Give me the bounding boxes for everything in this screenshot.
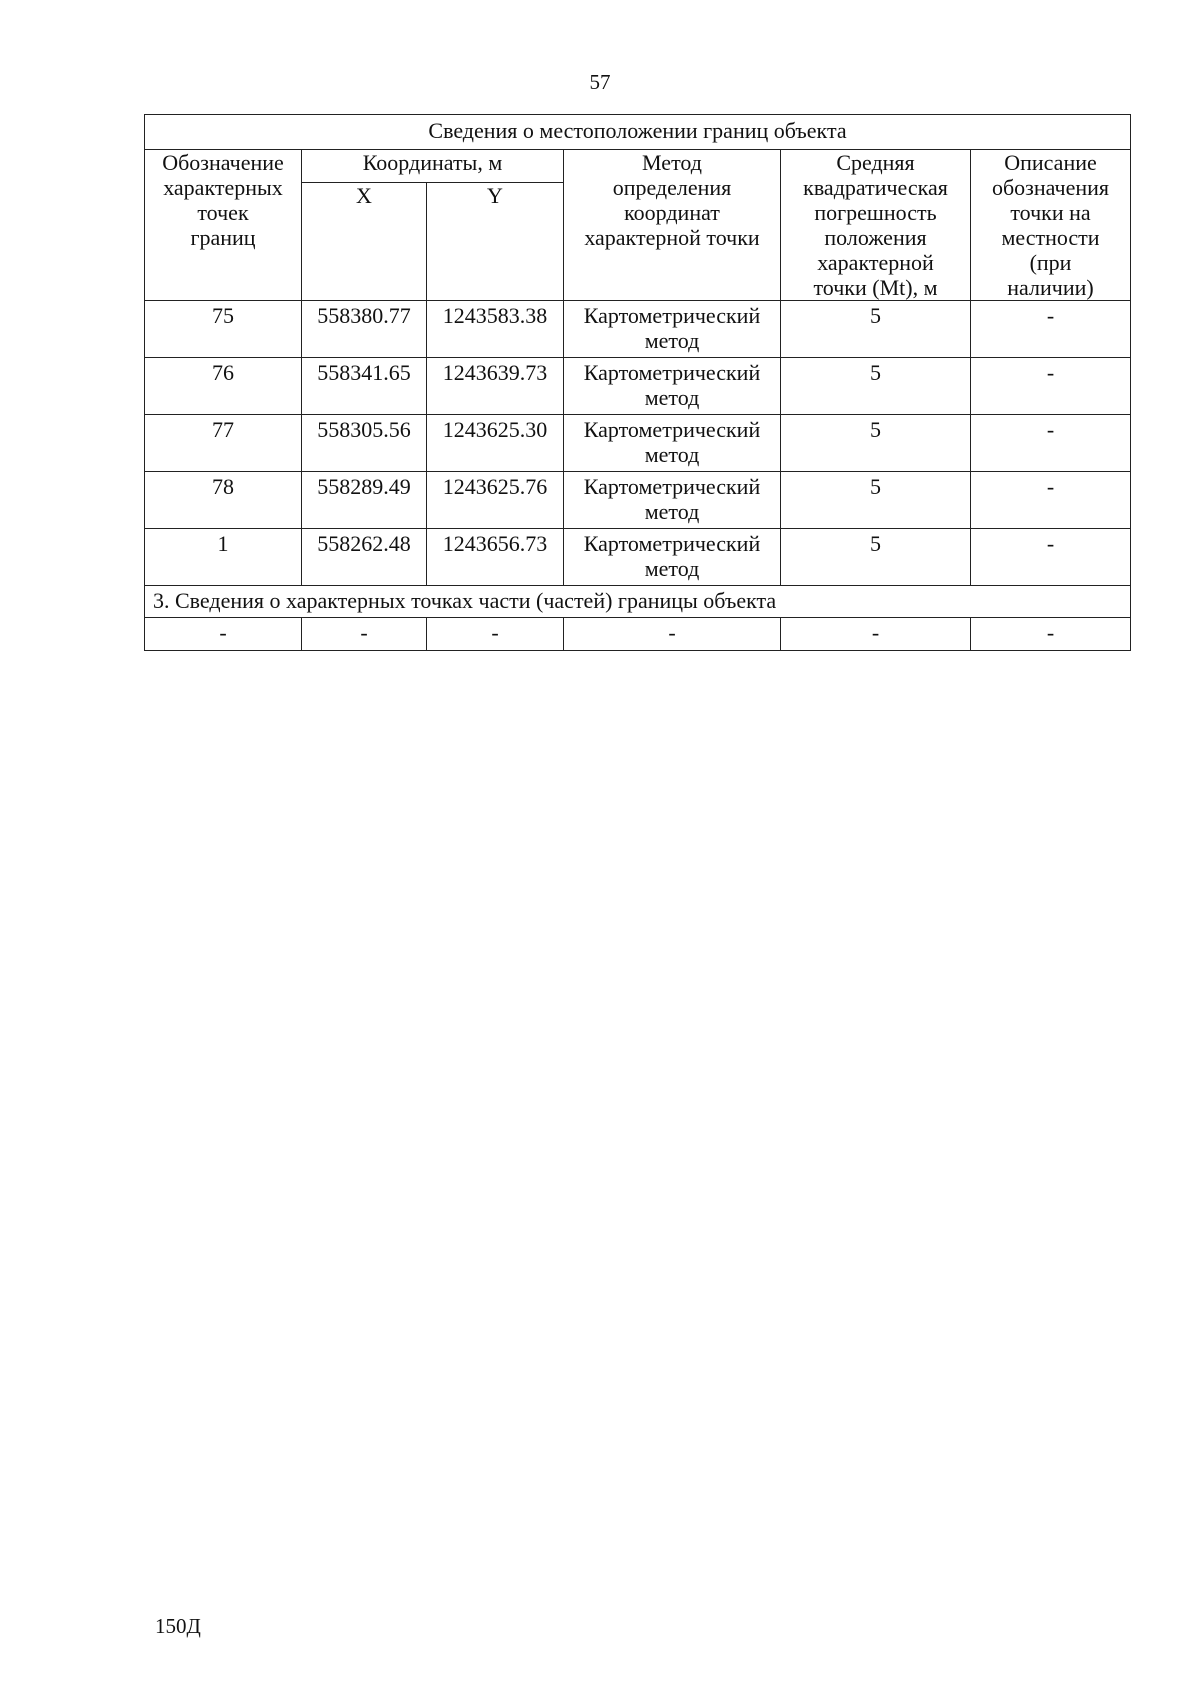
section-3-title: 3. Сведения о характерных точках части (частей) границы объекта	[145, 586, 1131, 618]
boundary-points-table	[144, 114, 1131, 651]
cell-x: 558289.49	[302, 472, 427, 529]
cell-empty: -	[145, 618, 302, 651]
cell-empty: -	[302, 618, 427, 651]
table-row	[145, 529, 1131, 586]
cell-method: Картометрический метод	[564, 301, 781, 358]
cell-description: -	[971, 529, 1131, 586]
cell-error: 5	[781, 529, 971, 586]
cell-method: Картометрический метод	[564, 358, 781, 415]
cell-x: 558341.65	[302, 358, 427, 415]
cell-method: Картометрический метод	[564, 415, 781, 472]
cell-x: 558262.48	[302, 529, 427, 586]
header-x: X	[302, 183, 427, 301]
cell-y: 1243656.73	[427, 529, 564, 586]
cell-error: 5	[781, 301, 971, 358]
cell-method: Картометрический метод	[564, 529, 781, 586]
header-point-label: Обозначение характерных точек границ	[145, 150, 302, 301]
page-number: 57	[589, 70, 611, 94]
footer-code: 150Д	[155, 1614, 201, 1638]
cell-description: -	[971, 472, 1131, 529]
cell-y: 1243625.76	[427, 472, 564, 529]
header-row	[145, 150, 1131, 183]
table-row	[145, 472, 1131, 529]
cell-empty: -	[427, 618, 564, 651]
table-title: Сведения о местоположении границ объекта	[145, 115, 1131, 150]
header-coordinates: Координаты, м	[302, 150, 564, 183]
cell-error: 5	[781, 472, 971, 529]
cell-y: 1243639.73	[427, 358, 564, 415]
cell-point: 76	[145, 358, 302, 415]
cell-point: 75	[145, 301, 302, 358]
cell-description: -	[971, 358, 1131, 415]
header-description: Описание обозначения точки на местности (при наличии)	[971, 150, 1131, 301]
table-row	[145, 301, 1131, 358]
table-row	[145, 415, 1131, 472]
table-title-row	[145, 115, 1131, 150]
cell-method: Картометрический метод	[564, 472, 781, 529]
cell-point: 77	[145, 415, 302, 472]
cell-y: 1243625.30	[427, 415, 564, 472]
table-row	[145, 358, 1131, 415]
cell-empty: -	[781, 618, 971, 651]
header-y: Y	[427, 183, 564, 301]
section-3-empty-row	[145, 618, 1131, 651]
cell-y: 1243583.38	[427, 301, 564, 358]
cell-error: 5	[781, 358, 971, 415]
section-3-title-row	[145, 586, 1131, 618]
cell-error: 5	[781, 415, 971, 472]
cell-x: 558305.56	[302, 415, 427, 472]
cell-description: -	[971, 301, 1131, 358]
cell-empty: -	[971, 618, 1131, 651]
cell-point: 1	[145, 529, 302, 586]
cell-x: 558380.77	[302, 301, 427, 358]
cell-description: -	[971, 415, 1131, 472]
header-error: Средняя квадратическая погрешность положения характерной точки (Mt), м	[781, 150, 971, 301]
cell-point: 78	[145, 472, 302, 529]
header-method: Метод определения координат характерной точки	[564, 150, 781, 301]
cell-empty: -	[564, 618, 781, 651]
